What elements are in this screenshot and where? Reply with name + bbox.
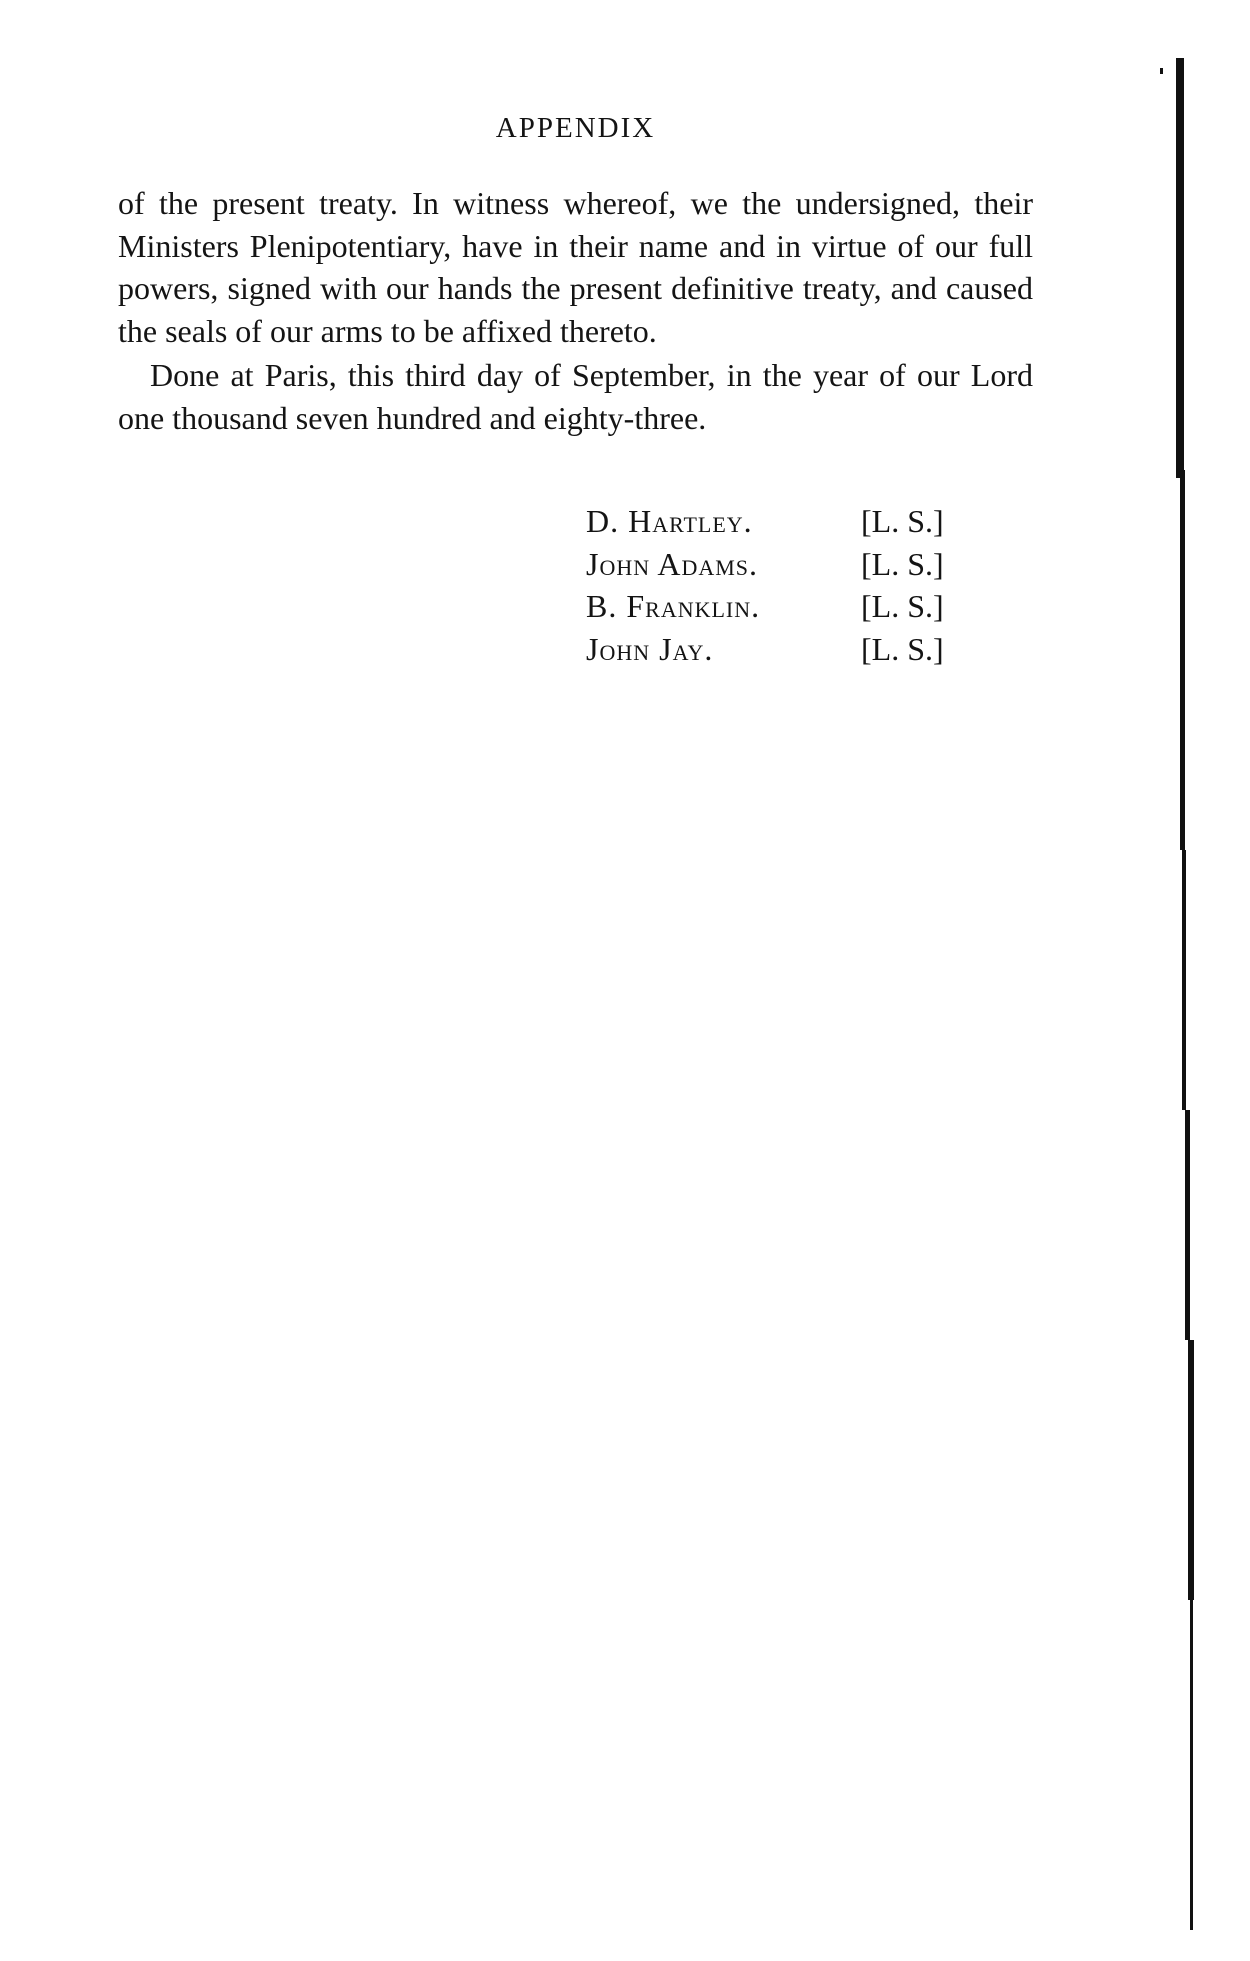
seal-mark: [L. S.] (861, 545, 944, 582)
signatory-name: John Jay. (586, 630, 714, 667)
signature-row (586, 543, 944, 586)
paragraph-treaty-witness: of the present treaty. In witness whereof, we the undersigned, their Ministers Plenipotentiary, have in their name and in virtue of our full powers, signed with our hands the present definitive treaty, and caused the seals of our arms to be affixed thereto. (118, 185, 1033, 349)
signature-block (586, 500, 944, 670)
signatory-name: John Adams. (586, 545, 759, 582)
signature-row (586, 628, 944, 671)
scan-edge-line (1182, 850, 1186, 1110)
seal-mark: [L. S.] (861, 503, 944, 539)
scan-edge-line (1185, 1110, 1190, 1340)
scan-edge-line (1190, 1600, 1193, 1930)
scan-edge-line (1188, 1340, 1194, 1600)
seal-mark: [L. S.] (861, 630, 944, 667)
paragraph-done-at-paris: Done at Paris, this third day of September, in the year of our Lord one thousand seven hundred and eighty-three. (118, 357, 1033, 436)
scan-edge-dot (1160, 68, 1163, 74)
seal-mark: [L. S.] (861, 588, 944, 624)
signatory-name: D. Hartley. (586, 503, 753, 539)
signature-row (586, 500, 944, 543)
signature-row (586, 585, 944, 628)
scan-edge-line (1176, 58, 1184, 478)
scan-edge-line (1180, 470, 1185, 850)
running-head: APPENDIX (495, 112, 656, 144)
signatory-name: B. Franklin. (586, 588, 761, 624)
body-text (118, 182, 1033, 439)
